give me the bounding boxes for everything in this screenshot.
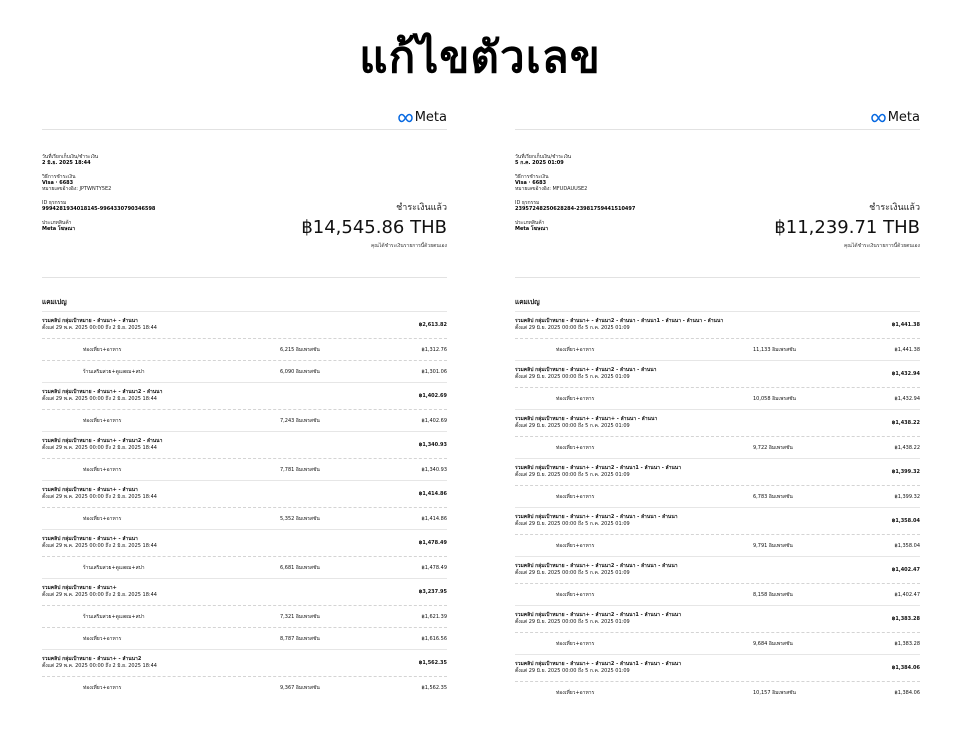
campaign-info: [515, 416, 657, 430]
campaign-header: [515, 459, 920, 485]
campaign-name: รวมคลิป กลุ่มเป้าหมาย - ลำนนา+: [42, 585, 117, 591]
paid-label: ชำระเงินแล้ว: [396, 203, 447, 213]
campaign-name: รวมคลิป กลุ่มเป้าหมาย - ลำนนา+ - ลำนนา2 - ลำนนา - ลำนนา1 - ลำนนา - ลำนนา - ลำนนา: [515, 318, 724, 324]
banner-title: แก้ไขตัวเลข: [359, 32, 601, 83]
payment-method-label: วิธีการชำระเงิน: [42, 174, 76, 180]
campaign-name: รวมคลิป กลุ่มเป้าหมาย - ลำนนา+ - ลำนนา2 - ลำนนา - ลำนนา: [515, 367, 657, 373]
campaign-total: ฿1,432.94: [891, 371, 920, 377]
campaign-info: [42, 438, 162, 452]
adset-amount: ฿1,301.06: [421, 368, 447, 375]
adset-impressions: 7,321 อิมเพรสชัน: [280, 613, 320, 620]
meta-infinity-icon: [870, 113, 886, 123]
adset-name: ท่องเที่ยว+อาหาร: [556, 444, 595, 451]
campaign-header: [42, 650, 447, 676]
campaign-header: [515, 312, 920, 338]
adset-amount: ฿1,399.32: [894, 493, 920, 500]
campaign-date-range: ตั้งแต่ 29 มิ.ย. 2025 00:00 ถึง 5 ก.ค. 2025 01:09: [515, 619, 630, 625]
campaign-block: [42, 649, 447, 698]
campaign-total: ฿1,478.49: [418, 540, 447, 546]
campaign-total: ฿1,438.22: [891, 420, 920, 426]
campaign-block: [42, 431, 447, 480]
campaign-header: [42, 383, 447, 409]
adset-row: [42, 676, 447, 698]
campaign-date-range: ตั้งแต่ 29 มิ.ย. 2025 00:00 ถึง 5 ก.ค. 2025 01:09: [515, 668, 630, 674]
campaign-name: รวมคลิป กลุ่มเป้าหมาย - ลำนนา+ - ลำนนา+ - ลำนนา - ลำนนา: [515, 416, 658, 422]
campaign-total: ฿1,384.06: [891, 665, 920, 671]
campaign-info: [515, 465, 681, 479]
payment-total: [301, 200, 447, 250]
adset-amount: ฿1,478.49: [421, 564, 447, 571]
adset-name: ท่องเที่ยว+อาหาร: [83, 417, 122, 424]
campaign-date-range: ตั้งแต่ 29 พ.ค. 2025 00:00 ถึง 2 มิ.ย. 2025 18:44: [42, 445, 157, 451]
campaign-header: [515, 606, 920, 632]
transaction-id-label: ID ธุรกรรม: [515, 200, 540, 206]
paid-label: ชำระเงินแล้ว: [869, 203, 920, 213]
adset-amount: ฿1,312.76: [421, 346, 447, 353]
campaign-header: [515, 557, 920, 583]
paid-amount: ฿14,545.86 THB: [301, 217, 447, 238]
campaign-info: [42, 585, 157, 599]
campaign-name: รวมคลิป กลุ่มเป้าหมาย - ลำนนา+ - ลำนนา: [42, 318, 138, 324]
adset-amount: ฿1,441.38: [894, 346, 920, 353]
adset-impressions: 10,157 อิมเพรสชัน: [753, 689, 796, 696]
campaign-info: [42, 318, 157, 332]
campaign-info: [515, 661, 681, 675]
campaign-total: ฿1,358.04: [891, 518, 920, 524]
campaign-date-range: ตั้งแต่ 29 พ.ค. 2025 00:00 ถึง 2 มิ.ย. 2025 18:44: [42, 494, 157, 500]
payment-summary: [515, 130, 920, 278]
date-value: 5 ก.ค. 2025 01:09: [515, 160, 564, 166]
adset-name: ท่องเที่ยว+อาหาร: [556, 640, 595, 647]
campaign-total: ฿3,237.95: [418, 589, 447, 595]
payment-info: [42, 154, 262, 240]
adset-row: [42, 360, 447, 382]
campaign-date-range: ตั้งแต่ 29 พ.ค. 2025 00:00 ถึง 2 มิ.ย. 2025 18:44: [42, 663, 157, 669]
adset-name: ท่องเที่ยว+อาหาร: [556, 395, 595, 402]
adset-impressions: 6,215 อิมเพรสชัน: [280, 346, 320, 353]
adset-impressions: 5,352 อิมเพรสชัน: [280, 515, 320, 522]
receipt-left: [42, 108, 447, 698]
adset-amount: ฿1,414.86: [421, 515, 447, 522]
adset-name: ท่องเที่ยว+อาหาร: [556, 346, 595, 353]
campaign-name: รวมคลิป กลุ่มเป้าหมาย - ลำนนา+ - ลำนนา: [42, 536, 138, 542]
campaign-info: [515, 612, 681, 626]
campaign-list: [42, 311, 447, 698]
adset-impressions: 6,783 อิมเพรสชัน: [753, 493, 793, 500]
receipt-header: [515, 108, 920, 130]
product-type: Meta โฆษณา: [42, 226, 76, 232]
adset-amount: ฿1,562.35: [421, 684, 447, 691]
adset-impressions: 7,781 อิมเพรสชัน: [280, 466, 320, 473]
campaign-block: [42, 311, 447, 382]
campaign-date-range: ตั้งแต่ 29 มิ.ย. 2025 00:00 ถึง 5 ก.ค. 2025 01:09: [515, 423, 630, 429]
campaign-total: ฿1,402.69: [418, 393, 447, 399]
campaign-total: ฿1,402.47: [891, 567, 920, 573]
adset-row: [42, 556, 447, 578]
campaign-header: [42, 579, 447, 605]
receipt-right: [515, 108, 920, 703]
date-value: 2 มิ.ย. 2025 18:44: [42, 160, 91, 166]
campaign-date-range: ตั้งแต่ 29 มิ.ย. 2025 00:00 ถึง 5 ก.ค. 2025 01:09: [515, 521, 630, 527]
adset-name: ท่องเที่ยว+อาหาร: [83, 515, 122, 522]
campaign-block: [42, 480, 447, 529]
adset-row: [42, 338, 447, 360]
adset-amount: ฿1,340.93: [421, 466, 447, 473]
adset-impressions: 9,367 อิมเพรสชัน: [280, 684, 320, 691]
campaign-info: [515, 563, 678, 577]
adset-impressions: 6,090 อิมเพรสชัน: [280, 368, 320, 375]
adset-amount: ฿1,621.39: [421, 613, 447, 620]
product-type-label: ประเภทสินค้า: [42, 220, 72, 226]
campaign-total: ฿1,414.86: [418, 491, 447, 497]
product-type: Meta โฆษณา: [515, 226, 549, 232]
adset-impressions: 8,158 อิมเพรสชัน: [753, 591, 793, 598]
campaign-info: [42, 389, 162, 403]
campaign-date-range: ตั้งแต่ 29 มิ.ย. 2025 00:00 ถึง 5 ก.ค. 2025 01:09: [515, 472, 630, 478]
campaign-date-range: ตั้งแต่ 29 พ.ค. 2025 00:00 ถึง 2 มิ.ย. 2025 18:44: [42, 325, 157, 331]
campaign-info: [515, 318, 723, 332]
meta-infinity-icon: [397, 113, 413, 123]
campaign-header: [515, 410, 920, 436]
transaction-id: 9994281934018145-9964330790346598: [42, 206, 156, 212]
adset-row: [42, 507, 447, 529]
campaign-block: [515, 507, 920, 556]
campaign-block: [515, 654, 920, 703]
adset-name: ท่องเที่ยว+อาหาร: [83, 466, 122, 473]
campaign-header: [42, 312, 447, 338]
adset-name: ท่องเที่ยว+อาหาร: [556, 493, 595, 500]
meta-logo-text: Meta: [414, 110, 447, 125]
campaign-total: ฿1,562.35: [418, 660, 447, 666]
campaign-total: ฿1,340.93: [418, 442, 447, 448]
adset-impressions: 9,684 อิมเพรสชัน: [753, 640, 793, 647]
adset-row: [515, 632, 920, 654]
payment-summary: [42, 130, 447, 278]
campaign-header: [515, 655, 920, 681]
meta-logo-text: Meta: [887, 110, 920, 125]
adset-row: [515, 681, 920, 703]
adset-amount: ฿1,384.06: [894, 689, 920, 696]
adset-row: [515, 338, 920, 360]
campaign-list: [515, 311, 920, 703]
campaign-name: รวมคลิป กลุ่มเป้าหมาย - ลำนนา+ - ลำนนา2 - ลำนนา1 - ลำนนา - ลำนนา: [515, 612, 682, 618]
paid-amount: ฿11,239.71 THB: [774, 217, 920, 238]
adset-name: ท่องเที่ยว+อาหาร: [83, 635, 122, 642]
adset-row: [42, 627, 447, 649]
campaign-info: [42, 656, 157, 670]
transaction-id-label: ID ธุรกรรม: [42, 200, 67, 206]
product-type-label: ประเภทสินค้า: [515, 220, 545, 226]
campaign-date-range: ตั้งแต่ 29 มิ.ย. 2025 00:00 ถึง 5 ก.ค. 2025 01:09: [515, 325, 630, 331]
campaign-header: [42, 481, 447, 507]
campaign-total: ฿1,441.38: [891, 322, 920, 328]
reference-number: หมายเลขอ้างอิง: MFUDAUUSE2: [515, 186, 588, 192]
adset-impressions: 8,787 อิมเพรสชัน: [280, 635, 320, 642]
campaign-block: [42, 578, 447, 649]
transaction-id: 23957248250628284-23981759441510497: [515, 206, 636, 212]
adset-name: ท่องเที่ยว+อาหาร: [83, 346, 122, 353]
campaign-info: [42, 487, 157, 501]
campaign-header: [42, 530, 447, 556]
adset-name: ร้านเสริมสวย+ดูแลผม+สปา: [83, 564, 145, 571]
campaign-name: รวมคลิป กลุ่มเป้าหมาย - ลำนนา+ - ลำนนา2 - ลำนนา - ลำนนา - ลำนนา: [515, 514, 678, 520]
adset-impressions: 9,791 อิมเพรสชัน: [753, 542, 793, 549]
campaign-total: ฿1,399.32: [891, 469, 920, 475]
adset-row: [515, 436, 920, 458]
campaign-block: [42, 382, 447, 431]
campaign-info: [515, 367, 656, 381]
reference-number: หมายเลขอ้างอิง: JPTWNTY5E2: [42, 186, 112, 192]
campaign-name: รวมคลิป กลุ่มเป้าหมาย - ลำนนา+ - ลำนนา2: [42, 656, 142, 662]
campaign-name: รวมคลิป กลุ่มเป้าหมาย - ลำนนา+ - ลำนนา2 - ลำนนา: [42, 389, 163, 395]
campaign-date-range: ตั้งแต่ 29 พ.ค. 2025 00:00 ถึง 2 มิ.ย. 2025 18:44: [42, 543, 157, 549]
adset-impressions: 11,133 อิมเพรสชัน: [753, 346, 796, 353]
campaign-name: รวมคลิป กลุ่มเป้าหมาย - ลำนนา+ - ลำนนา2 - ลำนนา - ลำนนา - ลำนนา: [515, 563, 678, 569]
campaign-block: [515, 360, 920, 409]
adset-impressions: 6,681 อิมเพรสชัน: [280, 564, 320, 571]
adset-impressions: 7,243 อิมเพรสชัน: [280, 417, 320, 424]
campaign-date-range: ตั้งแต่ 29 พ.ค. 2025 00:00 ถึง 2 มิ.ย. 2025 18:44: [42, 396, 157, 402]
campaign-name: รวมคลิป กลุ่มเป้าหมาย - ลำนนา+ - ลำนนา2 - ลำนนา1 - ลำนนา - ลำนนา: [515, 465, 682, 471]
campaigns-heading: แคมเปญ: [515, 298, 540, 306]
adset-amount: ฿1,402.47: [894, 591, 920, 598]
campaign-block: [515, 409, 920, 458]
meta-logo: [870, 110, 920, 125]
payment-info: [515, 154, 735, 240]
campaign-block: [42, 529, 447, 578]
date-label: วันที่เรียกเก็บเงิน/ชำระเงิน: [515, 154, 572, 160]
campaign-name: รวมคลิป กลุ่มเป้าหมาย - ลำนนา+ - ลำนนา: [42, 487, 138, 493]
adset-amount: ฿1,358.04: [894, 542, 920, 549]
adset-row: [515, 534, 920, 556]
campaign-total: ฿2,613.82: [418, 322, 447, 328]
adset-row: [515, 583, 920, 605]
campaign-info: [42, 536, 157, 550]
adset-row: [42, 458, 447, 480]
campaign-block: [515, 605, 920, 654]
campaign-header: [42, 432, 447, 458]
meta-logo: [397, 110, 447, 125]
adset-row: [515, 485, 920, 507]
adset-name: ท่องเที่ยว+อาหาร: [556, 542, 595, 549]
campaign-block: [515, 556, 920, 605]
campaign-total: ฿1,383.28: [891, 616, 920, 622]
campaign-name: รวมคลิป กลุ่มเป้าหมาย - ลำนนา+ - ลำนนา2 - ลำนนา: [42, 438, 163, 444]
campaign-header: [515, 361, 920, 387]
adset-name: ร้านเสริมสวย+ดูแลผม+สปา: [83, 368, 145, 375]
campaigns-heading: แคมเปญ: [42, 298, 67, 306]
adset-name: ท่องเที่ยว+อาหาร: [83, 684, 122, 691]
adset-row: [42, 605, 447, 627]
adset-impressions: 9,722 อิมเพรสชัน: [753, 444, 793, 451]
campaign-info: [515, 514, 678, 528]
adset-row: [515, 387, 920, 409]
campaign-block: [515, 311, 920, 360]
campaign-block: [515, 458, 920, 507]
receipt-header: [42, 108, 447, 130]
self-paid-note: คุณได้ชำระเงินรายการนี้ด้วยตนเอง: [370, 243, 447, 249]
adset-row: [42, 409, 447, 431]
adset-amount: ฿1,438.22: [894, 444, 920, 451]
adset-amount: ฿1,432.94: [894, 395, 920, 402]
campaign-name: รวมคลิป กลุ่มเป้าหมาย - ลำนนา+ - ลำนนา2 - ลำนนา1 - ลำนนา - ลำนนา: [515, 661, 682, 667]
self-paid-note: คุณได้ชำระเงินรายการนี้ด้วยตนเอง: [843, 243, 920, 249]
adset-amount: ฿1,616.56: [421, 635, 447, 642]
date-label: วันที่เรียกเก็บเงิน/ชำระเงิน: [42, 154, 99, 160]
payment-total: [774, 200, 920, 250]
payment-method-label: วิธีการชำระเงิน: [515, 174, 549, 180]
adset-amount: ฿1,383.28: [894, 640, 920, 647]
campaign-header: [515, 508, 920, 534]
campaign-date-range: ตั้งแต่ 29 มิ.ย. 2025 00:00 ถึง 5 ก.ค. 2025 01:09: [515, 570, 630, 576]
campaign-date-range: ตั้งแต่ 29 พ.ค. 2025 00:00 ถึง 2 มิ.ย. 2025 18:44: [42, 592, 157, 598]
adset-name: ร้านเสริมสวย+ดูแลผม+สปา: [83, 613, 145, 620]
adset-amount: ฿1,402.69: [421, 417, 447, 424]
adset-name: ท่องเที่ยว+อาหาร: [556, 689, 595, 696]
card-value: Visa · 6683: [515, 180, 547, 186]
adset-name: ท่องเที่ยว+อาหาร: [556, 591, 595, 598]
card-value: Visa · 6683: [42, 180, 74, 186]
campaign-date-range: ตั้งแต่ 29 มิ.ย. 2025 00:00 ถึง 5 ก.ค. 2025 01:09: [515, 374, 630, 380]
adset-impressions: 10,058 อิมเพรสชัน: [753, 395, 796, 402]
